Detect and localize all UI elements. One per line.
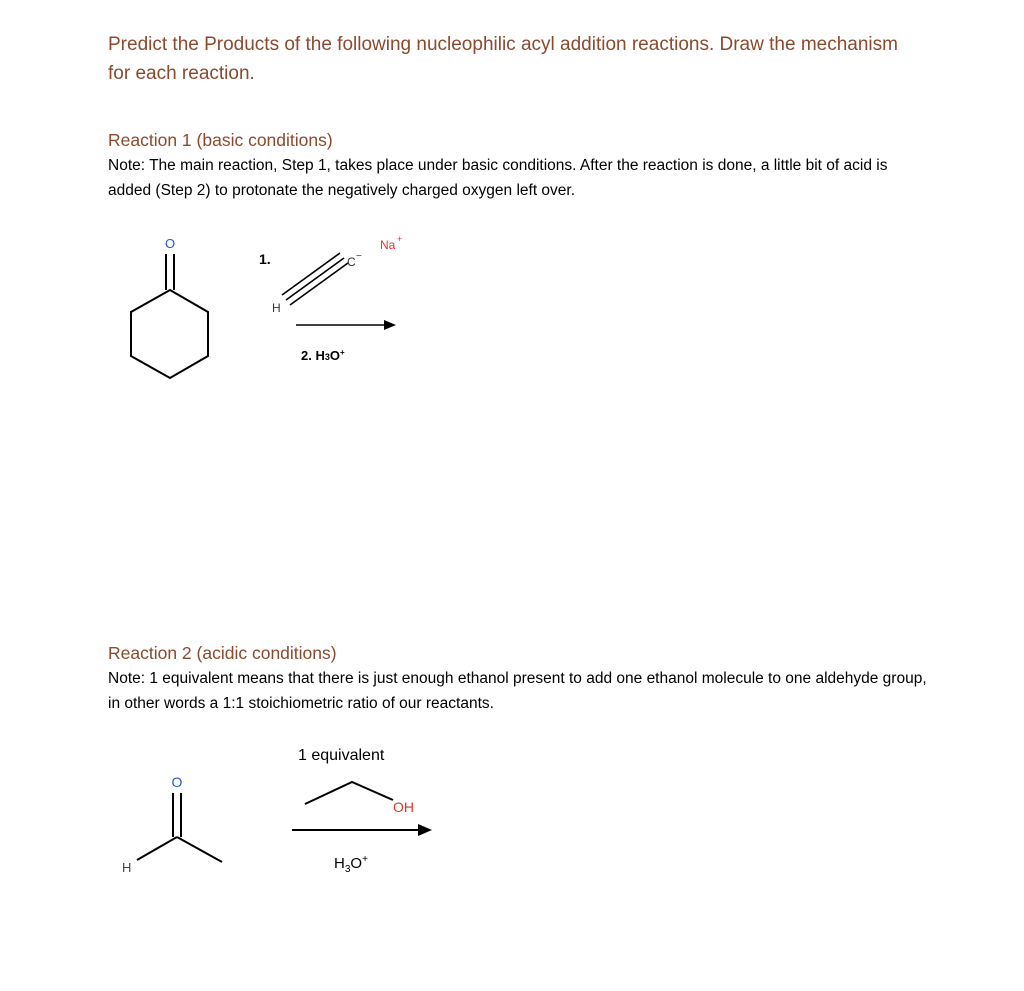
ethanol-structure [305,782,393,804]
sodium-counterion-label: Na [380,238,396,252]
ethanol-chain [305,782,393,804]
carbanion-label: C [347,255,356,269]
acetaldehyde-structure [137,793,222,862]
step-1-label: 1. [259,251,271,267]
reaction-2-note: Note: 1 equivalent means that there is just enough ethanol present to add one ethanol molecule to one aldehyde group, in other words a 1:1 stoichiometric ratio of our reactants. [108,670,927,712]
equivalent-label: 1 equivalent [298,747,385,764]
aldehyde-oxygen-label: O [171,774,183,790]
step-2-label: 2. H3O+ [301,348,345,363]
reaction-2-arrow-head [418,824,432,836]
ethanol-oh-label: OH [393,799,414,815]
reaction-2-heading: Reaction 2 (acidic conditions) [108,643,337,663]
sodium-charge: + [397,234,403,244]
reaction-1-heading: Reaction 1 (basic conditions) [108,130,333,150]
carbanion-charge: − [356,251,362,262]
page-title: Predict the Products of the following nucleophilic acyl addition reactions. Draw the mechanism for each reaction. [108,34,898,84]
acid-catalyst-label: $H_3O^+$ [334,854,368,875]
aldehyde-cc-bond [177,837,222,862]
reaction-1-note: Note: The main reaction, Step 1, takes place under basic conditions. After the reaction is done, a little bit of acid is added (Step 2) to protonate the negatively charged oxygen left over. [108,157,888,199]
ketone-oxygen-label: O [164,236,176,251]
reagent-h-label: H [272,301,281,315]
aldehyde-ch-bond [137,837,177,860]
aldehyde-h-label: H [122,860,132,875]
